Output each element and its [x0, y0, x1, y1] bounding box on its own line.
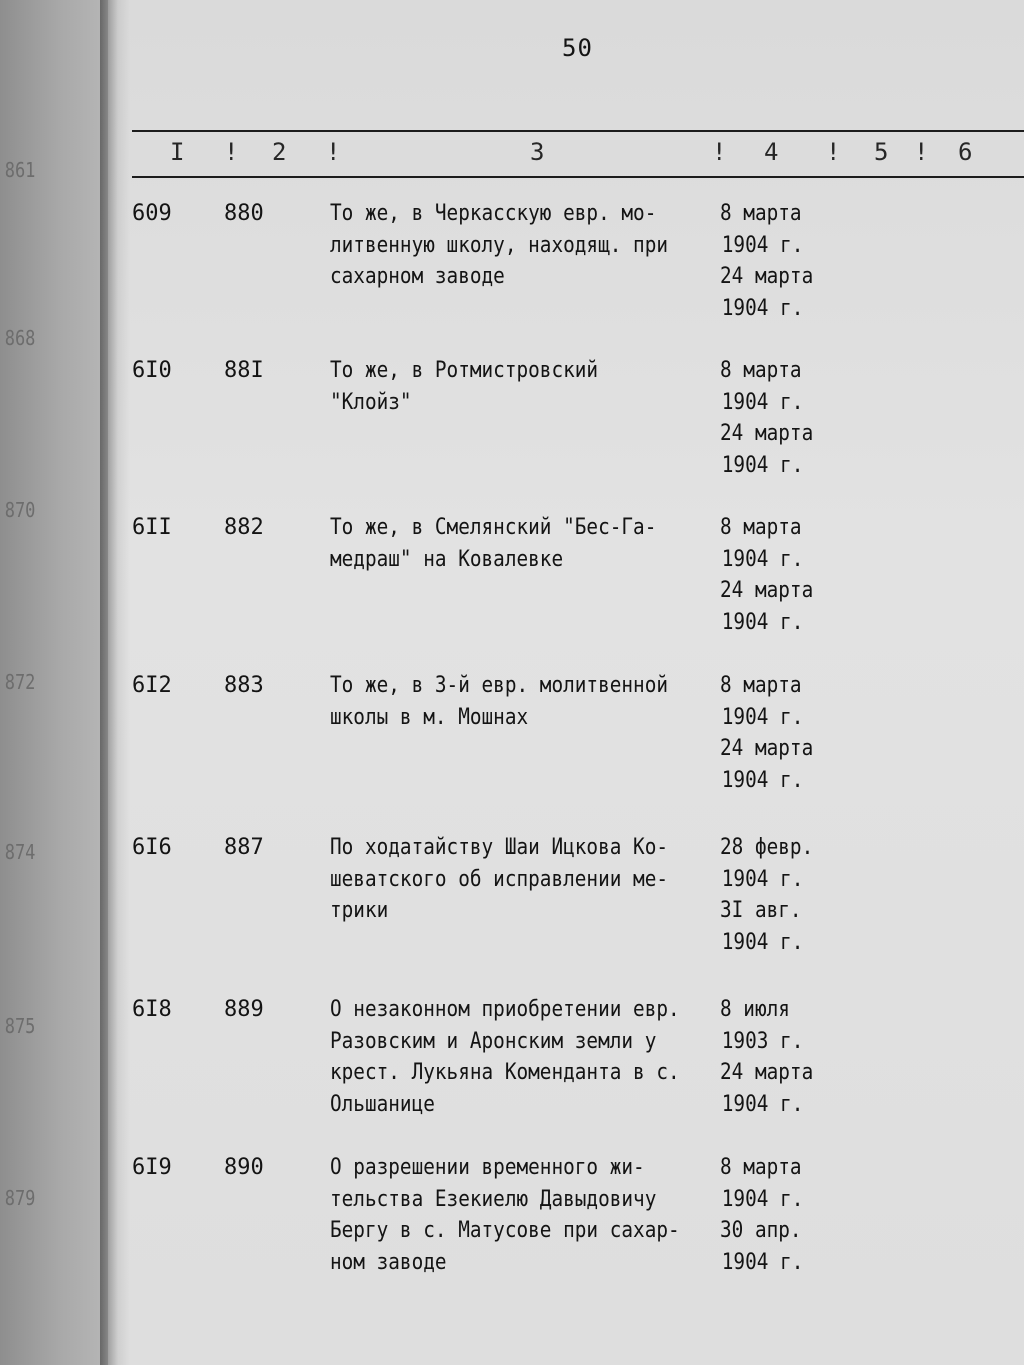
left-page-fragment: 874: [4, 840, 36, 864]
record-description: [330, 198, 668, 293]
record-description: [330, 670, 668, 733]
date-line: 28 февр.: [720, 835, 814, 860]
record-dates: [720, 832, 813, 958]
header-col-4: 4: [764, 138, 779, 166]
description-line: То же, в Ротмистровский: [330, 358, 599, 383]
record-number: 6I6: [132, 835, 172, 860]
record-number: 6II: [132, 515, 172, 540]
description-line: "Клойз": [330, 389, 412, 415]
record-description: [330, 1152, 680, 1278]
date-line: 24 марта: [720, 421, 814, 446]
description-line: О незаконном приобретении евр.: [330, 997, 680, 1022]
header-bottom-rule: [132, 176, 1024, 178]
description-line: То же, в Черкасскую евр. мо-: [330, 201, 657, 226]
date-line: 1904 г.: [721, 866, 804, 892]
record-number: 6I8: [132, 997, 172, 1022]
record-number: 6I2: [132, 673, 172, 698]
date-line: 8 июля: [720, 997, 790, 1022]
header-separator: !: [914, 138, 929, 166]
date-line: 24 марта: [720, 264, 814, 289]
date-line: 1904 г.: [721, 929, 804, 955]
description-line: По ходатайству Шаи Ицкова Ко-: [330, 835, 669, 860]
date-line: 1904 г.: [721, 452, 804, 478]
file-number: 88I: [224, 358, 264, 383]
record-dates: [720, 670, 813, 796]
header-separator: !: [224, 138, 239, 166]
page-number: 50: [562, 34, 593, 62]
left-page-fragment: 870: [4, 498, 36, 522]
record-description: [330, 832, 668, 927]
file-number: 887: [224, 835, 264, 860]
date-line: 3I авг.: [720, 898, 802, 923]
record-description: [330, 512, 656, 575]
left-page-fragment: 861: [4, 158, 36, 182]
file-number: 889: [224, 997, 264, 1022]
file-number: 882: [224, 515, 264, 540]
date-line: 1904 г.: [721, 1186, 804, 1212]
description-line: крест. Лукьяна Коменданта в с.: [330, 1060, 680, 1085]
description-line: То же, в 3-й евр. молитвенной: [330, 673, 669, 698]
description-line: тельства Езекиелю Давыдовичу: [330, 1186, 657, 1212]
date-line: 1904 г.: [721, 1249, 804, 1275]
header-separator: !: [712, 138, 727, 166]
description-line: медраш" на Ковалевке: [330, 546, 564, 572]
header-col-1: I: [170, 138, 185, 166]
description-line: школы в м. Мошнах: [330, 704, 529, 730]
record-number: 609: [132, 201, 172, 226]
left-page-fragment: 879: [4, 1186, 36, 1210]
left-page-edge: [0, 0, 112, 1365]
record-dates: [720, 512, 813, 638]
left-page-fragment: 868: [4, 326, 36, 350]
header-col-2: 2: [272, 138, 287, 166]
date-line: 24 марта: [720, 1060, 814, 1085]
left-page-fragment: 872: [4, 670, 36, 694]
file-number: 890: [224, 1155, 264, 1180]
description-line: сахарном заводе: [330, 264, 505, 289]
header-separator: !: [826, 138, 841, 166]
record-number: 6I0: [132, 358, 172, 383]
description-line: ном заводе: [330, 1249, 447, 1275]
record-description: [330, 994, 680, 1120]
date-line: 8 марта: [720, 358, 802, 383]
date-line: 30 апр.: [720, 1218, 802, 1243]
date-line: 24 марта: [720, 736, 814, 761]
header-separator: !: [326, 138, 341, 166]
date-line: 8 марта: [720, 1155, 802, 1180]
date-line: 8 марта: [720, 515, 802, 540]
date-line: 1904 г.: [721, 609, 804, 635]
date-line: 1904 г.: [721, 546, 804, 572]
description-line: трики: [330, 898, 389, 923]
date-line: 1904 г.: [721, 389, 804, 415]
date-line: 1904 г.: [721, 232, 804, 258]
description-line: Бергу в с. Матусове при сахар-: [330, 1218, 680, 1243]
description-line: То же, в Смелянский "Бес-Га-: [330, 515, 657, 540]
record-description: [330, 355, 598, 418]
date-line: 1904 г.: [721, 295, 804, 321]
description-line: Ольшанице: [330, 1091, 435, 1117]
description-line: О разрешении временного жи-: [330, 1155, 645, 1180]
book-gutter: [100, 0, 130, 1365]
description-line: шеватского об исправлении ме-: [330, 866, 669, 892]
left-page-fragment: 875: [4, 1014, 36, 1038]
header-col-6: 6: [958, 138, 973, 166]
header-col-3: 3: [530, 138, 545, 166]
record-dates: [720, 198, 813, 324]
description-line: литвенную школу, находящ. при: [330, 232, 669, 258]
date-line: 1904 г.: [721, 767, 804, 793]
header-col-5: 5: [874, 138, 889, 166]
header-top-rule: [132, 130, 1024, 132]
file-number: 883: [224, 673, 264, 698]
date-line: 8 марта: [720, 201, 802, 226]
date-line: 8 марта: [720, 673, 802, 698]
record-dates: [720, 994, 813, 1120]
date-line: 1904 г.: [721, 704, 804, 730]
date-line: 1903 г.: [721, 1028, 804, 1054]
date-line: 1904 г.: [721, 1091, 804, 1117]
file-number: 880: [224, 201, 264, 226]
description-line: Разовским и Аронским земли у: [330, 1028, 657, 1054]
record-dates: [720, 355, 813, 481]
record-dates: [720, 1152, 803, 1278]
record-number: 6I9: [132, 1155, 172, 1180]
date-line: 24 марта: [720, 578, 814, 603]
